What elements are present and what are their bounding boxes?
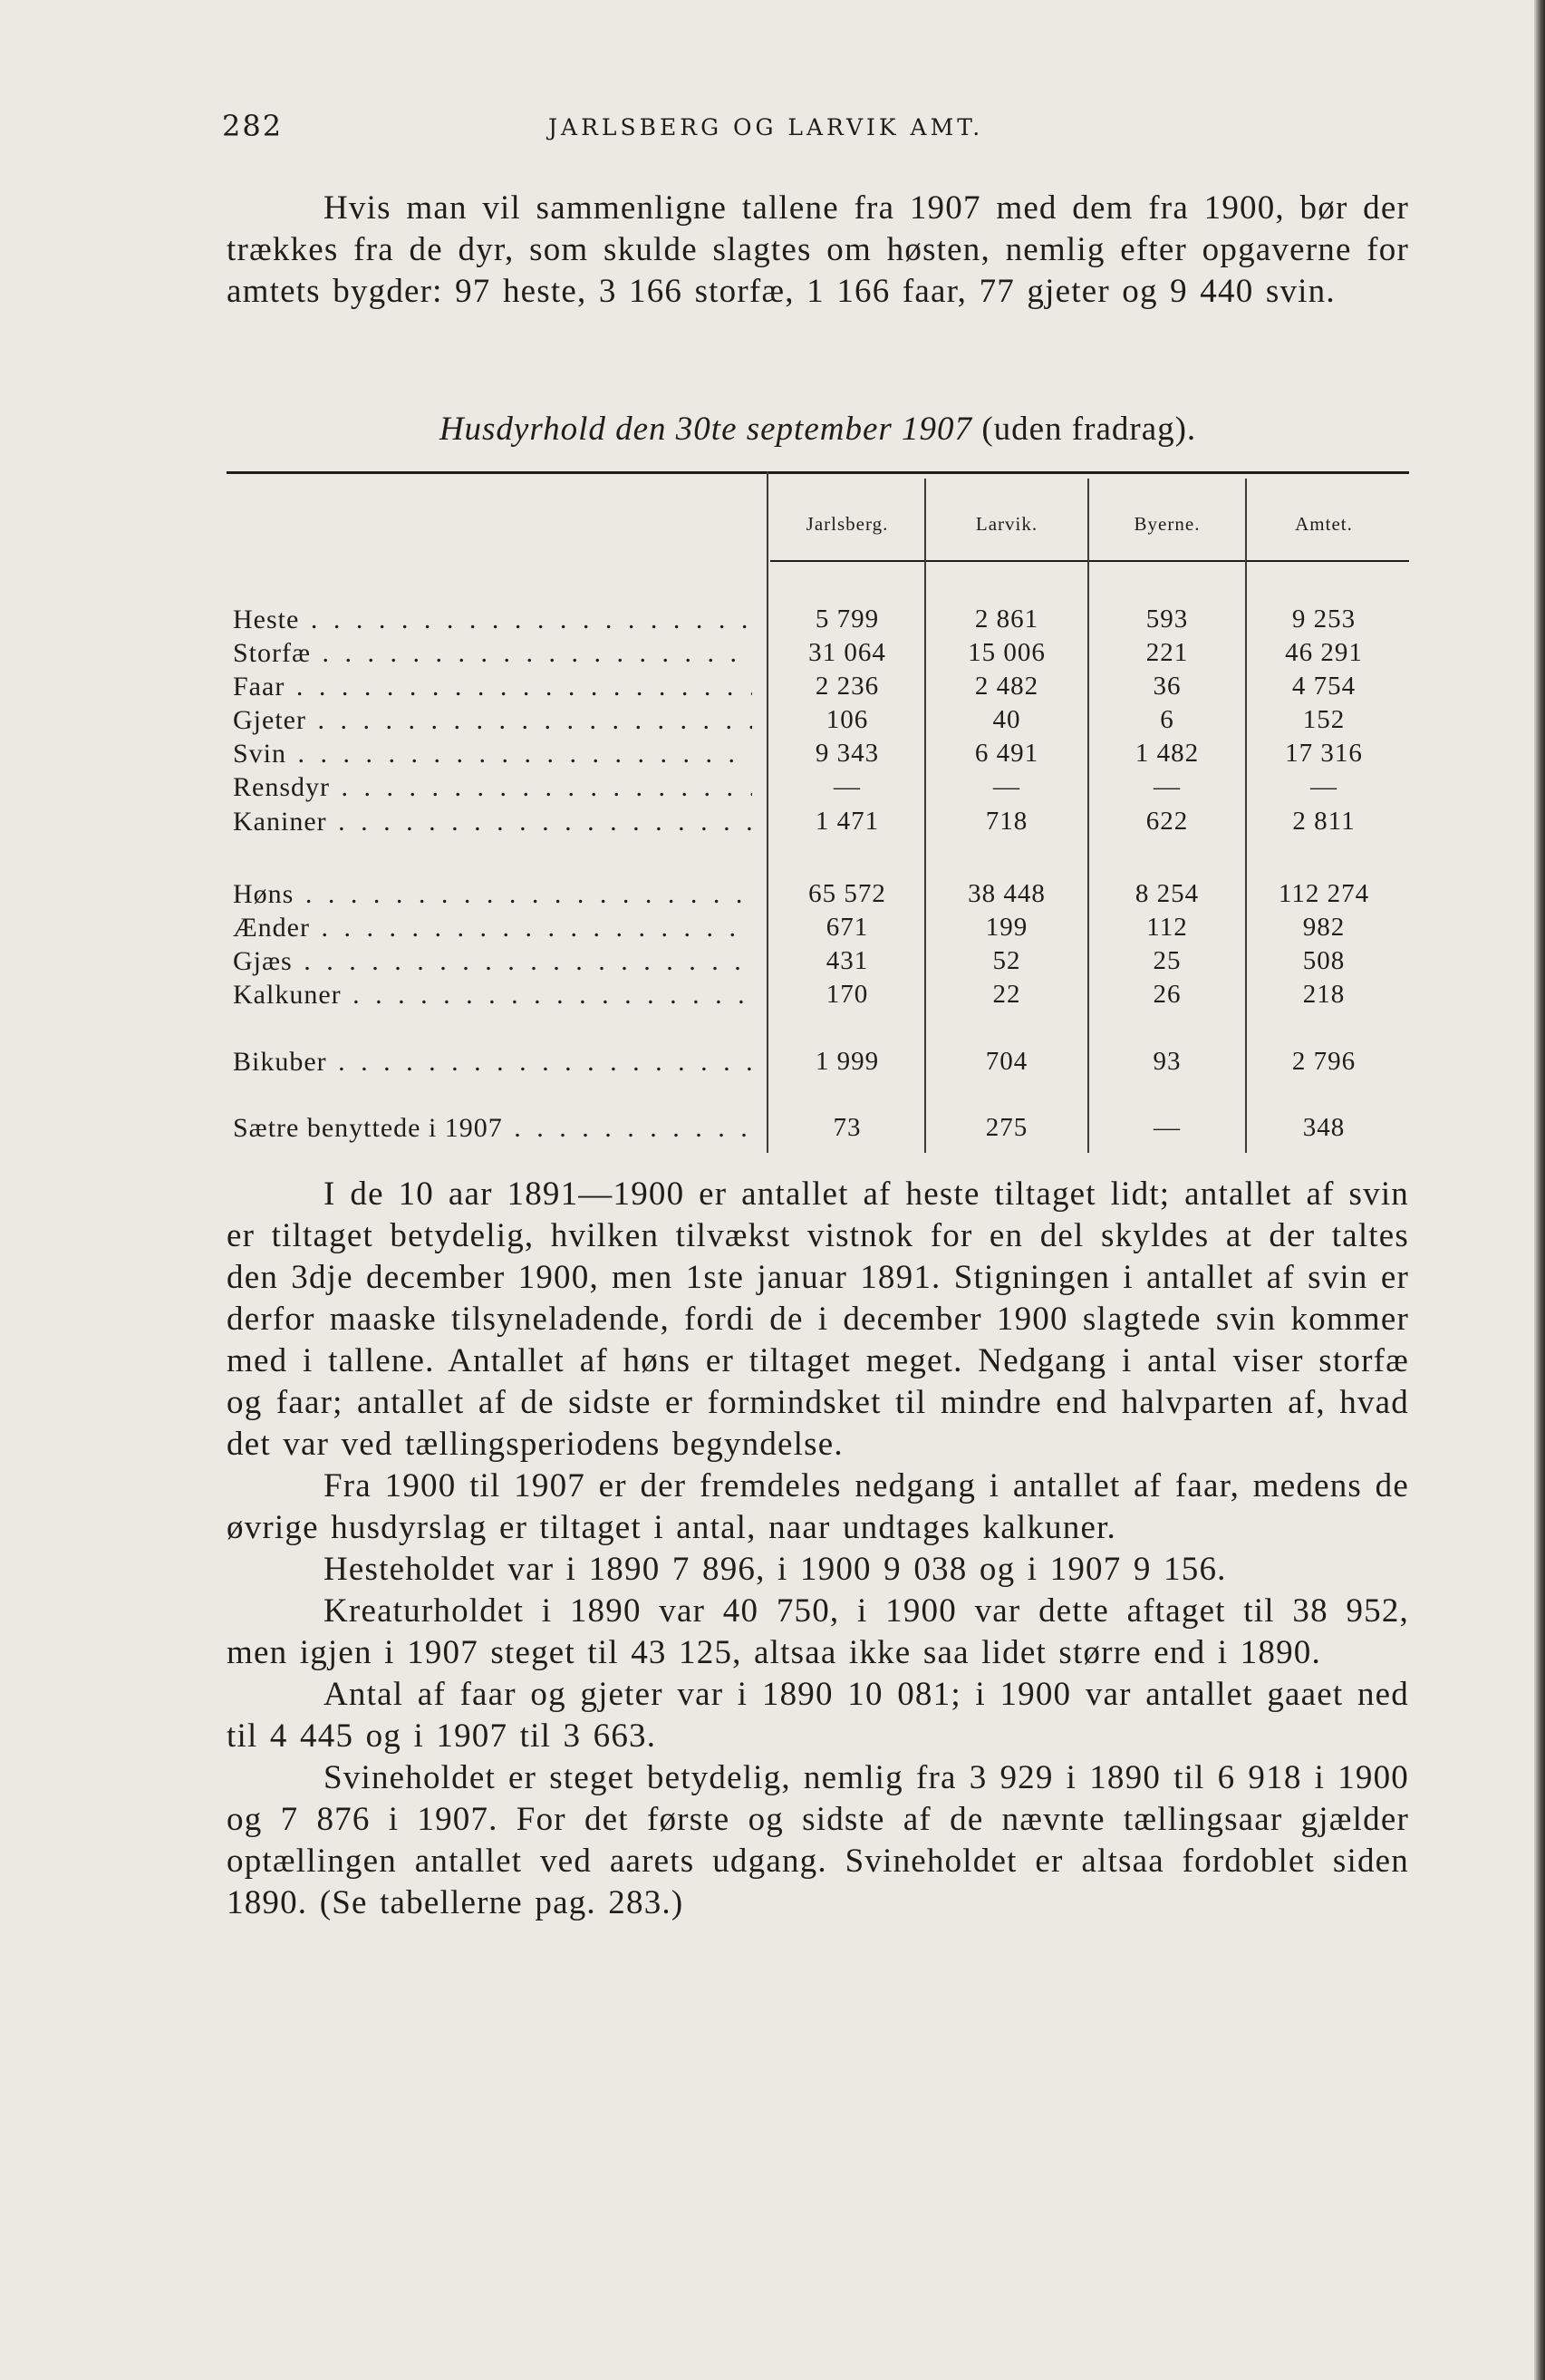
cell-larvik: 38 448 bbox=[968, 879, 1046, 908]
row-label: Heste . . . bbox=[233, 605, 752, 635]
row-label: Ænder . . . bbox=[233, 913, 752, 943]
cell-larvik: 6 491 bbox=[974, 739, 1039, 768]
row-label: Svin . . . bbox=[233, 739, 752, 769]
table-caption-rest: (uden fradrag). bbox=[972, 411, 1197, 448]
body-paragraph: Hesteholdet var i 1890 7 896, i 1900 9 038 og i 1907 9 156. bbox=[323, 1551, 1227, 1588]
cell-byerne: — bbox=[1154, 1113, 1181, 1142]
body-paragraph: Kreaturholdet i 1890 var 40 750, i 1900 var dette aftaget til 38 952, men igjen i 1907 steget til 43 125, altsaa ikke saa lidet større end i 1890. bbox=[227, 1592, 1409, 1671]
page-number: 282 bbox=[222, 109, 284, 143]
cell-byerne: 93 bbox=[1153, 1047, 1182, 1076]
cell-jarlsberg: 31 064 bbox=[808, 638, 886, 667]
row-label: Kaniner . . . bbox=[233, 807, 752, 837]
livestock-table bbox=[227, 471, 1409, 1160]
table-row bbox=[227, 638, 1409, 672]
cell-amtet: 508 bbox=[1302, 946, 1346, 975]
cell-amtet: 17 316 bbox=[1285, 739, 1363, 768]
running-title: JARLSBERG OG LARVIK AMT. bbox=[548, 114, 984, 140]
cell-byerne: — bbox=[1154, 772, 1181, 801]
cell-byerne: 6 bbox=[1160, 705, 1174, 734]
cell-larvik: 2 482 bbox=[974, 672, 1039, 701]
cell-amtet: 112 274 bbox=[1278, 879, 1370, 908]
cell-larvik: — bbox=[993, 772, 1020, 801]
table-row bbox=[227, 913, 1409, 947]
row-label: Kalkuner . . . bbox=[233, 980, 752, 1011]
cell-byerne: 25 bbox=[1153, 946, 1182, 975]
cell-amtet: 152 bbox=[1302, 705, 1346, 734]
cell-amtet: 4 754 bbox=[1291, 672, 1357, 701]
cell-jarlsberg: 65 572 bbox=[808, 879, 886, 908]
table-row bbox=[227, 1113, 1409, 1147]
cell-byerne: 112 bbox=[1146, 913, 1188, 942]
table-row bbox=[227, 980, 1409, 1014]
table-row bbox=[227, 946, 1409, 981]
cell-larvik: 22 bbox=[992, 980, 1021, 1009]
table-caption bbox=[227, 410, 1409, 449]
cell-jarlsberg: 73 bbox=[833, 1113, 862, 1142]
table-row bbox=[227, 705, 1409, 740]
row-label: Rensdyr . . . bbox=[233, 772, 752, 803]
cell-amtet: 348 bbox=[1302, 1113, 1346, 1142]
table-row bbox=[227, 1047, 1409, 1081]
cell-amtet: 982 bbox=[1302, 913, 1346, 942]
column-header-larvik: Larvik. bbox=[975, 513, 1038, 535]
cell-byerne: 36 bbox=[1153, 672, 1182, 701]
cell-jarlsberg: 1 999 bbox=[815, 1047, 880, 1076]
body-paragraph: I de 10 aar 1891—1900 er antallet af heste tiltaget lidt; antallet af svin er tiltaget betydelig, hvilken tilvækst vistnok for en del skyldes at der taltes den 3dje december 1900, men 1ste januar 1891. Stigningen i antallet af svin er derfor maaske tilsyneladende, fordi de i december 1900 slagtede svin kommer med i tallene. Antallet af høns er tiltaget meget. Nedgang i antal viser storfæ og faar; antallet af de sidste er formindsket til mindre end halvparten af, hvad det var ved tællingsperiodens begyndelse. bbox=[227, 1175, 1409, 1463]
cell-larvik: 275 bbox=[985, 1113, 1028, 1142]
table-row bbox=[227, 807, 1409, 841]
cell-amtet: 2 796 bbox=[1291, 1047, 1357, 1076]
cell-byerne: 26 bbox=[1153, 980, 1182, 1009]
table-row bbox=[227, 672, 1409, 706]
cell-jarlsberg: 106 bbox=[826, 705, 869, 734]
cell-larvik: 718 bbox=[985, 807, 1028, 836]
table-caption-italic: Husdyrhold den 30te september 1907 bbox=[439, 411, 973, 448]
row-label: Bikuber . . . bbox=[233, 1047, 752, 1078]
cell-jarlsberg: 2 236 bbox=[815, 672, 880, 701]
table-row bbox=[227, 739, 1409, 773]
table-row bbox=[227, 605, 1409, 639]
cell-byerne: 221 bbox=[1145, 638, 1189, 667]
row-label: Gjæs . . . bbox=[233, 946, 752, 977]
table-row bbox=[227, 772, 1409, 807]
row-label: Høns . . . bbox=[233, 879, 752, 910]
cell-amtet: 218 bbox=[1302, 980, 1346, 1009]
table-row bbox=[227, 879, 1409, 914]
cell-jarlsberg: 9 343 bbox=[815, 739, 880, 768]
cell-amtet: — bbox=[1310, 772, 1337, 801]
column-header-byerne: Byerne. bbox=[1134, 513, 1201, 535]
row-label: Gjeter . . . bbox=[233, 705, 752, 736]
row-label: Storfæ . . . bbox=[233, 638, 752, 669]
cell-amtet: 46 291 bbox=[1285, 638, 1363, 667]
body-paragraph: Svineholdet er steget betydelig, nemlig fra 3 929 i 1890 til 6 918 i 1900 og 7 876 i 1907. For det første og sidste af de nævnte tællingsaar gjælder optællingen antallet ved aarets udgang. Svineholdet er altsaa fordoblet siden 1890. (Se tabellerne pag. 283.) bbox=[227, 1759, 1409, 1921]
cell-amtet: 2 811 bbox=[1292, 807, 1356, 836]
cell-larvik: 2 861 bbox=[974, 605, 1039, 634]
cell-jarlsberg: 170 bbox=[826, 980, 869, 1009]
cell-jarlsberg: 1 471 bbox=[815, 807, 880, 836]
intro-paragraph bbox=[227, 188, 1409, 313]
cell-byerne: 8 254 bbox=[1135, 879, 1200, 908]
body-paragraph: Antal af faar og gjeter var i 1890 10 081; i 1900 var antallet gaaet ned til 4 445 og i 1907 til 3 663. bbox=[227, 1676, 1409, 1755]
cell-larvik: 40 bbox=[992, 705, 1021, 734]
row-label: Sætre benyttede i 1907 . . . bbox=[233, 1113, 752, 1144]
column-header-jarlsberg: Jarlsberg. bbox=[806, 513, 889, 535]
column-header-amtet: Amtet. bbox=[1295, 513, 1353, 535]
body-paragraph: Fra 1900 til 1907 er der fremdeles nedgang i antallet af faar, medens de øvrige husdyrslag er tiltaget i antal, naar undtages kalkuner. bbox=[227, 1467, 1409, 1546]
cell-jarlsberg: 5 799 bbox=[815, 605, 880, 634]
cell-jarlsberg: 431 bbox=[826, 946, 869, 975]
cell-byerne: 593 bbox=[1145, 605, 1189, 634]
cell-byerne: 622 bbox=[1145, 807, 1189, 836]
cell-amtet: 9 253 bbox=[1291, 605, 1357, 634]
table-top-rule bbox=[227, 471, 1409, 474]
page-edge bbox=[1534, 0, 1545, 2380]
cell-byerne: 1 482 bbox=[1135, 739, 1200, 768]
cell-larvik: 704 bbox=[985, 1047, 1028, 1076]
cell-jarlsberg: 671 bbox=[826, 913, 869, 942]
page-header bbox=[222, 109, 1418, 145]
table-header-rule bbox=[770, 560, 1409, 562]
cell-larvik: 15 006 bbox=[968, 638, 1046, 667]
cell-larvik: 52 bbox=[992, 946, 1021, 975]
row-label: Faar . . . bbox=[233, 672, 752, 702]
intro-text: Hvis man vil sammenligne tallene fra 1907 med dem fra 1900, bør der trækkes fra de dyr, som skulde slagtes om høsten, nemlig efter opgaverne for amtets bygder: 97 heste, 3 166 storfæ, 1 166 faar, 77 gjeter og 9 440 svin. bbox=[227, 189, 1409, 310]
body-text bbox=[227, 1174, 1409, 1924]
cell-larvik: 199 bbox=[985, 913, 1028, 942]
cell-jarlsberg: — bbox=[834, 772, 861, 801]
